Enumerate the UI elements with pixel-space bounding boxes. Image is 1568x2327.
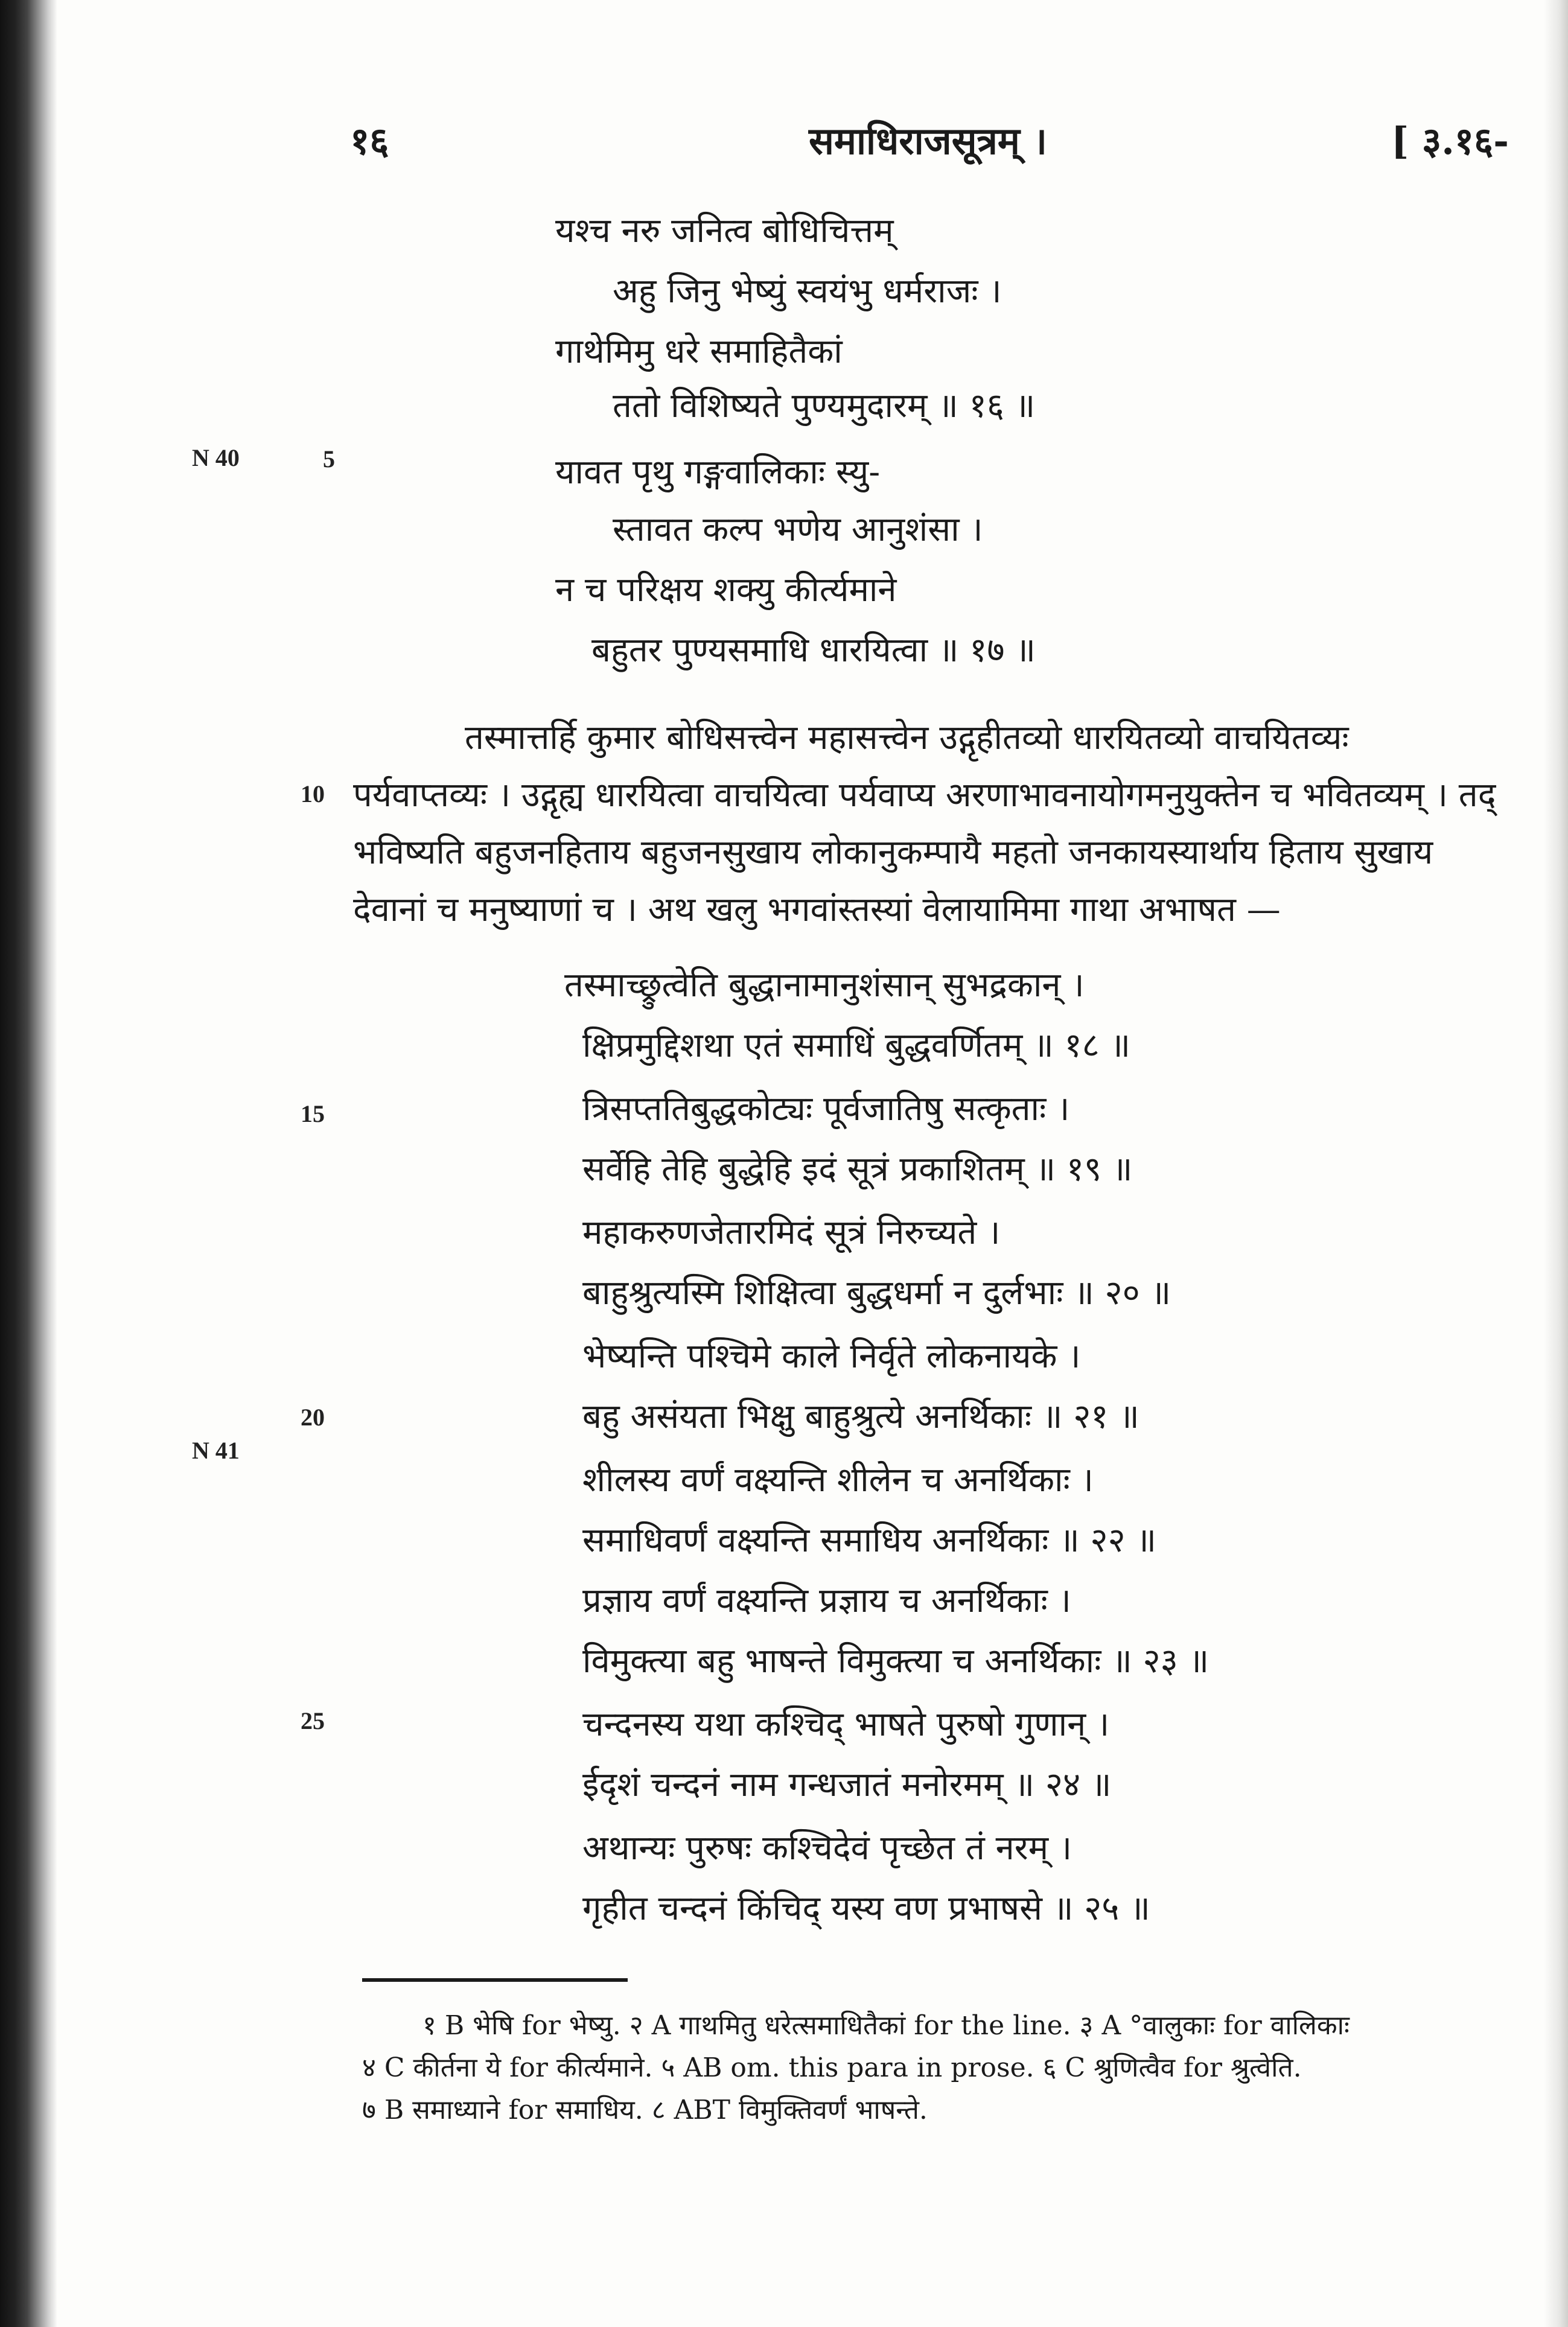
verse-line: यावत पृथु गङ्गवालिकाः स्यु-: [555, 453, 881, 492]
verse-line: गाथेमिमु धरे समाहितैकां: [555, 332, 843, 371]
verse-line: सर्वेहि तेहि बुद्धेहि इदं सूत्रं प्रकाशितम् ॥ १९ ॥: [582, 1150, 1133, 1189]
scan-right-edge: [1544, 0, 1568, 2327]
verse-line: ततो विशिष्यते पुण्यमुदारम् ॥ १६ ॥: [613, 386, 1036, 425]
prose-line: भविष्यति बहुजनहिताय बहुजनसुखाय लोकानुकम्पायै महतो जनकायस्यार्थाय हिताय सुखाय: [353, 833, 1433, 872]
verse-line: त्रिसप्ततिबुद्धकोट्यः पूर्वजातिषु सत्कृताः ।: [582, 1089, 1070, 1128]
prose-line: तस्मात्तर्हि कुमार बोधिसत्त्वेन महासत्त्वेन उद्गृहीतव्यो धारयितव्यो वाचयितव्यः: [465, 718, 1349, 757]
verse-line: स्तावत कल्प भणेय आनुशंसा ।: [613, 510, 983, 549]
verse-line: प्रज्ञाय वर्णं वक्ष्यन्ति प्रज्ञाय च अनर्थिकाः ।: [582, 1581, 1071, 1620]
margin-line-5: 5: [323, 445, 335, 473]
prose-line: देवानां च मनुष्याणां च । अथ खलु भगवांस्तस्यां वेलायामिमा गाथा अभाषत —: [353, 890, 1281, 929]
verse-line: भेष्यन्ति पश्चिमे काले निर्वृते लोकनायके ।: [582, 1337, 1081, 1376]
margin-ref-n41: N 41: [192, 1437, 240, 1464]
margin-line-20: 20: [301, 1404, 325, 1431]
verse-line: विमुक्त्या बहु भाषन्ते विमुक्त्या च अनर्थिकाः ॥ २३ ॥: [582, 1641, 1209, 1681]
prose-line: पर्यवाप्तव्यः । उद्गृह्य धारयित्वा वाचयित्वा पर्यवाप्य अरणाभावनायोगमनुयुक्तेन च भवितव्यम् । तद्: [353, 775, 1496, 815]
verse-line: गृहीत चन्दनं किंचिद् यस्य वण प्रभाषसे ॥ २५ ॥: [582, 1889, 1150, 1928]
running-title: समाधिराजसूत्रम् ।: [809, 119, 1047, 163]
footnote-line: १ B भेषि for भेष्यु. २ A गाथमितु धरेत्समाधितैकां for the line. ३ A °वालुकाः for वालिकाः: [422, 2010, 1350, 2041]
verse-line: यश्च नरु जनित्व बोधिचित्तम्: [555, 211, 894, 250]
verse-line: बहुतर पुण्यसमाधि धारयित्वा ॥ १७ ॥: [591, 631, 1036, 670]
margin-line-10: 10: [301, 780, 325, 807]
verse-line: बहु असंयता भिक्षु बाहुश्रुत्ये अनर्थिकाः ॥ २१ ॥: [582, 1397, 1139, 1436]
margin-line-25: 25: [301, 1707, 325, 1734]
margin-ref-n40: N 40: [192, 444, 240, 471]
verse-line: ईदृशं चन्दनं नाम गन्धजातं मनोरमम् ॥ २४ ॥: [582, 1765, 1112, 1804]
section-reference: [ ३.१६-: [1391, 119, 1509, 163]
verse-line: महाकरुणजेतारमिदं सूत्रं निरुच्यते ।: [582, 1213, 1001, 1252]
footnote-line: ४ C कीर्तना ये for कीर्त्यमाने. ५ AB om. this para in prose. ६ C श्रुणित्वैव for श्रुत्वेति.: [362, 2052, 1302, 2083]
footnote-line: ७ B समाध्याने for समाधिय. ८ ABT विमुक्तिवर्णं भाषन्ते.: [362, 2095, 928, 2125]
verse-line: क्षिप्रमुद्दिशथा एतं समाधिं बुद्धवर्णितम् ॥ १८ ॥: [582, 1026, 1131, 1065]
scan-spine-shadow: [0, 0, 57, 2327]
page-number: १६: [350, 119, 389, 163]
page-header: [350, 115, 1509, 175]
verse-line: अथान्यः पुरुषः कश्चिदेवं पृच्छेत तं नरम् ।: [582, 1829, 1072, 1868]
verse-line: चन्दनस्य यथा कश्चिद् भाषते पुरुषो गुणान् ।: [582, 1705, 1110, 1744]
verse-line: अहु जिनु भेष्युं स्वयंभु धर्मराजः ।: [613, 272, 1002, 311]
verse-line: समाधिवर्णं वक्ष्यन्ति समाधिय अनर्थिकाः ॥ २२ ॥: [582, 1521, 1157, 1560]
margin-line-15: 15: [301, 1100, 325, 1127]
verse-line: बाहुश्रुत्यस्मि शिक्षित्वा बुद्धधर्मा न दुर्लभाः ॥ २० ॥: [582, 1273, 1171, 1313]
verse-line: शीलस्य वर्णं वक्ष्यन्ति शीलेन च अनर्थिकाः ।: [582, 1460, 1094, 1500]
footnote-rule: [362, 1978, 628, 1982]
verse-line: न च परिक्षय शक्यु कीर्त्यमाने: [555, 570, 897, 610]
verse-line: तस्माच्छ्रुत्वेति बुद्धानामानुशंसान् सुभद्रकान् ।: [564, 966, 1085, 1005]
